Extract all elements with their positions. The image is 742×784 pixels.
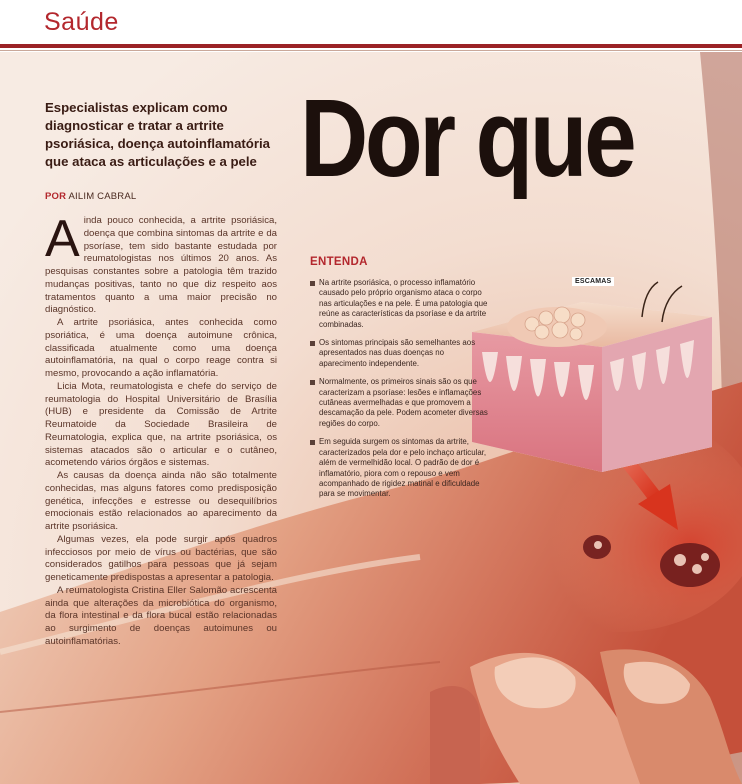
byline bbox=[45, 191, 136, 202]
section-rule-thin bbox=[0, 50, 742, 51]
section-title: Saúde bbox=[44, 8, 119, 36]
article-body bbox=[45, 210, 277, 649]
bullet-square-icon bbox=[310, 341, 315, 346]
entenda-item: Normalmente, os primeiros sinais são os que caracterizam a psoríase: lesões e inflamações cutâneas avermelhadas e que promovem a descamação da pele. Podem acometer diversas regiões do corpo. bbox=[310, 377, 490, 429]
bullet-square-icon bbox=[310, 440, 315, 445]
entenda-title: ENTENDA bbox=[310, 256, 368, 268]
bullet-square-icon bbox=[310, 281, 315, 286]
dropcap: A bbox=[45, 210, 80, 268]
bullet-square-icon bbox=[310, 380, 315, 385]
paragraph: Ainda pouco conhecida, a artrite psoriásica, doença que combina sintomas da artrite e da psoríase, tem sido bastante estudada por reumatologistas nos últimos 20 anos. As pesquisas constantes sobre a patologia têm trazido mudanças positivas, tanto no que diz respeito aos tratamentos quanto a uma maior precisão no diagnóstico. bbox=[45, 210, 277, 316]
paragraph: A reumatologista Cristina Eller Salomão acrescenta ainda que alterações da microbiótica do organismo, da flora intestinal e da flora bucal estão relacionadas ao surgimento de doenças autoimunes ou autoinflamatórias. bbox=[45, 584, 277, 647]
byline-author: AILIM CABRAL bbox=[68, 191, 137, 202]
byline-prefix: POR bbox=[45, 191, 67, 202]
paragraph: As causas da doença ainda não são totalmente conhecidas, mas alguns fatores como predisposição genética, infecções e estresse ou desequilíbrios emocionais estão relacionados ao aparecimento da artrite psoriásica. bbox=[45, 470, 277, 532]
section-rule bbox=[0, 44, 742, 48]
entenda-item: Os sintomas principais são semelhantes aos apresentados nas duas doenças no aparecimento independente. bbox=[310, 338, 490, 369]
headline: Dor que bbox=[300, 77, 634, 200]
paragraph: Algumas vezes, ela pode surgir após quadros infecciosos por meio de vírus ou bactérias, que são considerados gatilhos para pessoas que já sejam geneticamente predispostas a apresentar a patologia. bbox=[45, 533, 277, 583]
section-header bbox=[0, 0, 742, 44]
entenda-item: Na artrite psoriásica, o processo inflamatório causado pelo próprio organismo ataca o corpo nas articulações e na pele. É uma patologia que reúne as características da psoríase e da artrite combinadas. bbox=[310, 278, 490, 330]
entenda-box bbox=[310, 256, 490, 508]
paragraph: Licia Mota, reumatologista e chefe do serviço de reumatologia do Hospital Universitário de Brasília (HUB) e presidente da Comissão de Artrite Reumatoide da Sociedade Brasileira de Reumatologia, explica que, na artrite psoriásica, os sistemas atacados são o articular e o cutâneo, acometendo vários órgãos e sistemas. bbox=[45, 380, 277, 469]
article-deck: Especialistas explicam como diagnosticar e tratar a artrite psoriásica, doença autoinflamatória que ataca as articulações e a pele bbox=[45, 100, 270, 169]
entenda-item: Em seguida surgem os sintomas da artrite, caracterizados pela dor e pelo inchaço articular, além de vermelhidão local. O padrão de dor é inflamatório, piora com o repouso e vem acompanhado de rigidez matinal e dificuldade para se movimentar. bbox=[310, 437, 490, 499]
paragraph: A artrite psoriásica, antes conhecida como psoriática, é uma doença autoimune crônica, classificada atualmente como uma doença autoinflamatória, na qual o corpo reage contra si mesmo, provocando a ação inflamatória. bbox=[45, 317, 277, 379]
scales-label: ESCAMAS bbox=[572, 277, 614, 286]
